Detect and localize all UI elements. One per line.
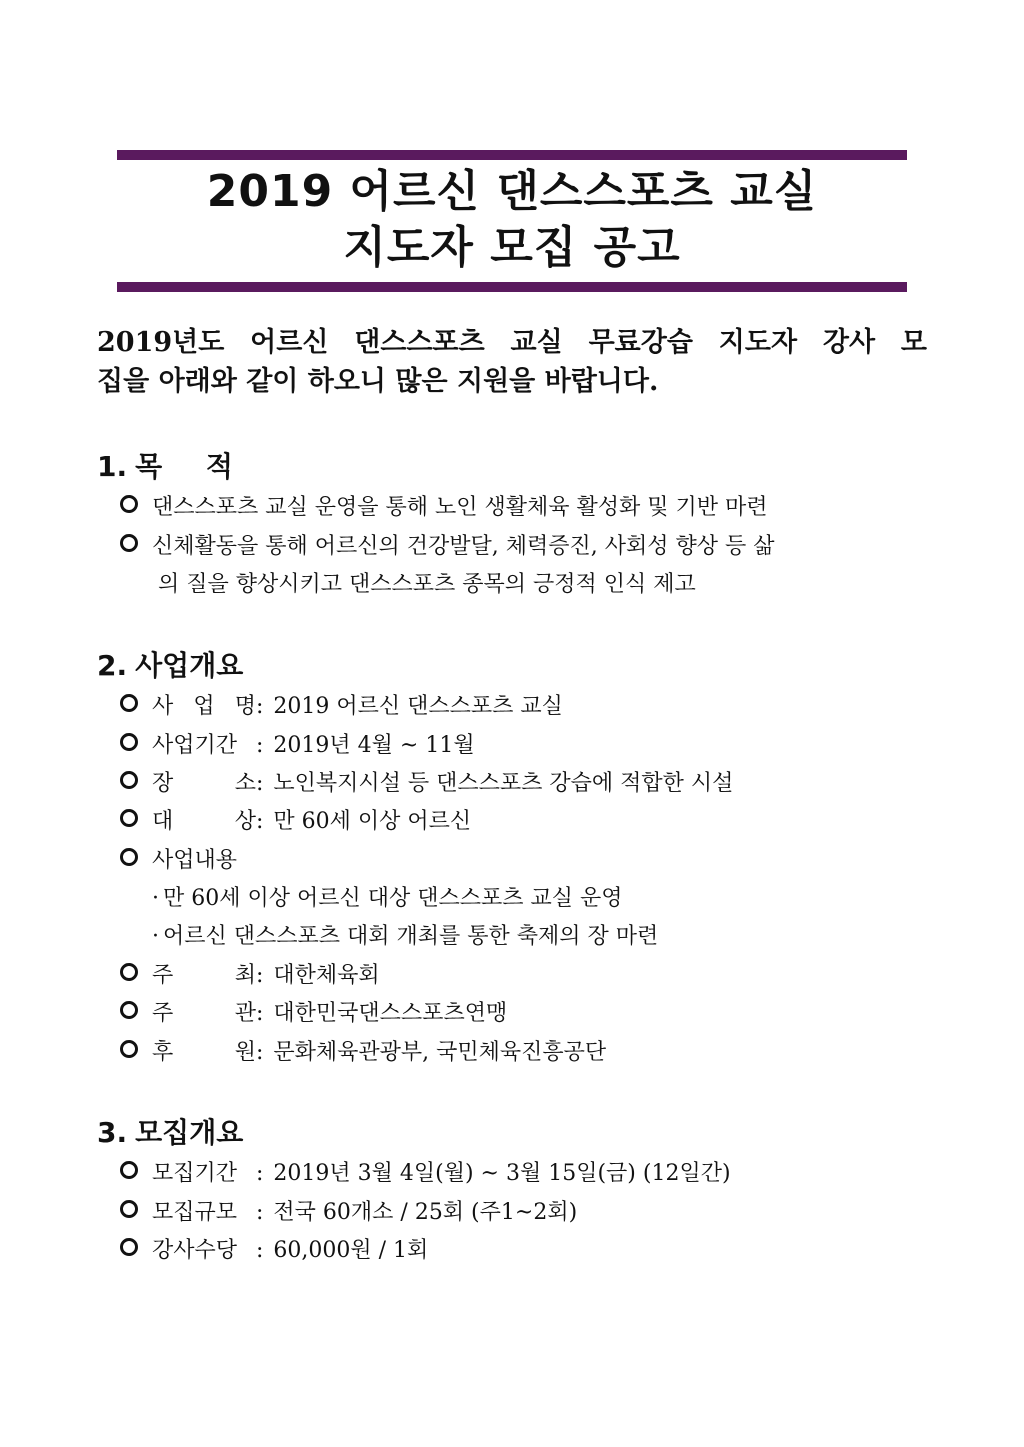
page-title-line1: 2019 어르신 댄스스포츠 교실	[206, 166, 818, 217]
list-item	[120, 805, 471, 839]
circle-outline-icon	[120, 809, 138, 827]
item-label: 대 상	[152, 809, 256, 834]
circle-outline-icon	[120, 771, 138, 789]
circle-outline-icon	[120, 848, 138, 866]
item-colon: :	[256, 694, 264, 719]
middle-dot-icon: ·	[152, 924, 159, 949]
item-label: 주 관	[152, 1001, 256, 1026]
title-rule-top	[117, 150, 907, 160]
section-number: 1.	[97, 450, 128, 483]
section-title: 모집개요	[135, 1116, 244, 1149]
item-colon: :	[256, 1161, 264, 1186]
list-item	[120, 1234, 428, 1268]
item-colon: :	[256, 1200, 264, 1225]
title-rule-bottom	[117, 282, 907, 292]
item-value: 문화체육관광부, 국민체육진흥공단	[273, 1040, 607, 1065]
item-value: 60,000원 / 1회	[273, 1238, 429, 1263]
middle-dot-icon: ·	[152, 886, 159, 911]
item-label: 후 원	[152, 1040, 256, 1065]
item-label: 장 소	[152, 771, 256, 796]
item-colon: :	[256, 1040, 264, 1065]
page-title-line2: 지도자 모집 공고	[343, 222, 681, 273]
list-item-continuation: 의 질을 향상시키고 댄스스포츠 종목의 긍정적 인식 제고	[158, 572, 696, 597]
section-heading-purpose	[97, 449, 233, 485]
circle-outline-icon	[120, 694, 138, 712]
circle-outline-icon	[120, 495, 138, 513]
item-text: 댄스스포츠 교실 운영을 통해 노인 생활체육 활성화 및 기반 마련	[152, 495, 768, 520]
section-number: 3.	[97, 1116, 128, 1149]
item-value: 2019 어르신 댄스스포츠 교실	[273, 694, 563, 719]
section-heading-recruitment	[97, 1115, 243, 1151]
circle-outline-icon	[120, 963, 138, 981]
intro-text-line1: 2019년도 어르신 댄스스포츠 교실 무료강습 지도자 강사 모	[97, 327, 927, 358]
circle-outline-icon	[120, 534, 138, 552]
list-item	[120, 844, 237, 878]
sub-item-text: 만 60세 이상 어르신 대상 댄스스포츠 교실 운영	[163, 886, 623, 911]
sub-list-item	[152, 920, 658, 954]
section-title: 사업개요	[135, 649, 244, 682]
circle-outline-icon	[120, 1040, 138, 1058]
item-colon: :	[256, 1238, 264, 1263]
item-colon: :	[256, 1001, 264, 1026]
intro-text-line2: 집을 아래와 같이 하오니 많은 지원을 바랍니다.	[97, 366, 659, 397]
circle-outline-icon	[120, 1200, 138, 1218]
list-item	[120, 729, 475, 763]
sub-item-text: 어르신 댄스스포츠 대회 개최를 통한 축제의 장 마련	[163, 924, 659, 949]
item-label: 사업내용	[152, 848, 238, 873]
list-item	[120, 997, 507, 1031]
item-value: 노인복지시설 등 댄스스포츠 강습에 적합한 시설	[273, 771, 734, 796]
list-item	[120, 1036, 606, 1070]
section-heading-overview	[97, 648, 243, 684]
item-colon: :	[256, 733, 264, 758]
circle-outline-icon	[120, 733, 138, 751]
item-label: 사 업 명	[152, 694, 256, 719]
item-label: 강사수당	[152, 1238, 238, 1263]
item-value: 만 60세 이상 어르신	[273, 809, 472, 834]
item-value: 대한민국댄스스포츠연맹	[273, 1001, 508, 1026]
item-text: 신체활동을 통해 어르신의 건강발달, 체력증진, 사회성 향상 등 삶	[152, 534, 775, 559]
list-item	[120, 491, 768, 525]
item-colon: :	[256, 963, 264, 988]
item-label: 모집규모	[152, 1200, 238, 1225]
item-label: 주 최	[152, 963, 256, 988]
item-colon: :	[256, 809, 264, 834]
item-label: 사업기간	[152, 733, 238, 758]
item-colon: :	[256, 771, 264, 796]
list-item	[120, 959, 380, 993]
list-item	[120, 1157, 731, 1191]
item-value: 2019년 4월 ~ 11월	[273, 733, 475, 758]
section-title: 목 적	[135, 450, 233, 483]
circle-outline-icon	[120, 1238, 138, 1256]
list-item	[120, 767, 733, 801]
item-value: 2019년 3월 4일(월) ~ 3월 15일(금) (12일간)	[273, 1161, 731, 1186]
sub-list-item	[152, 882, 622, 916]
list-item	[120, 530, 775, 564]
circle-outline-icon	[120, 1001, 138, 1019]
list-item	[120, 690, 563, 724]
item-value: 전국 60개소 / 25회 (주1~2회)	[273, 1200, 578, 1225]
item-value: 대한체육회	[273, 963, 380, 988]
circle-outline-icon	[120, 1161, 138, 1179]
item-label: 모집기간	[152, 1161, 238, 1186]
section-number: 2.	[97, 649, 128, 682]
list-item	[120, 1196, 577, 1230]
